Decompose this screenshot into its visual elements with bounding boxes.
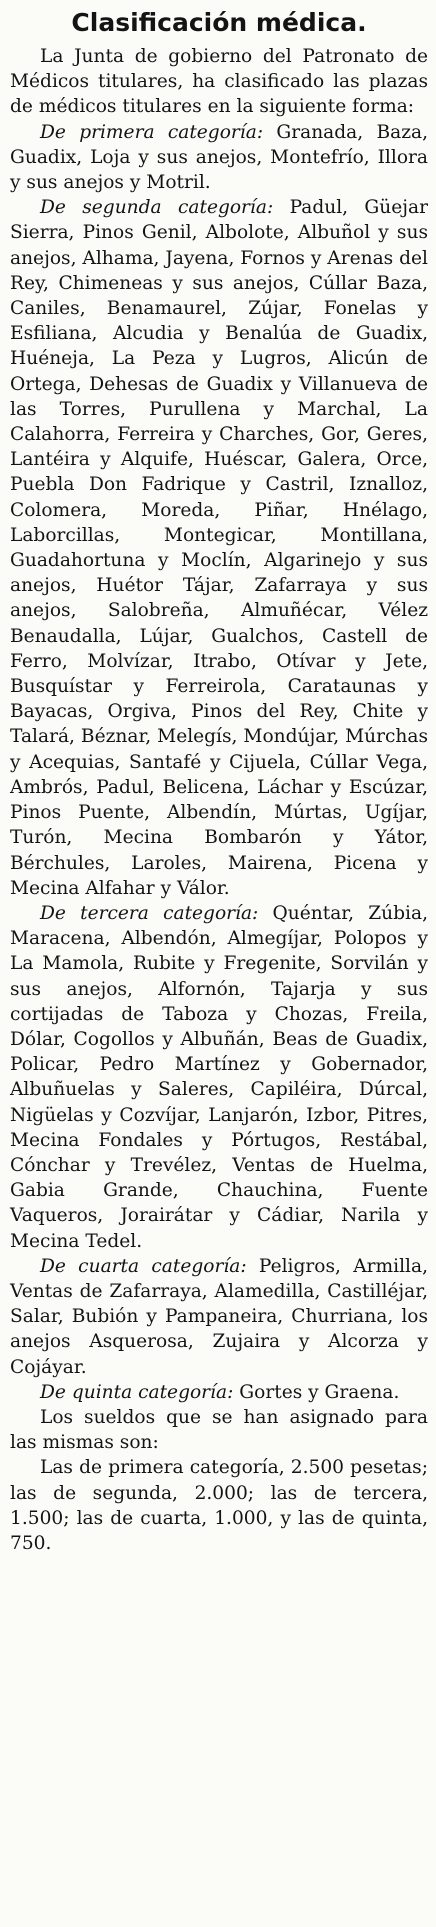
intro-paragraph: La Junta de gobierno del Patronato de Médicos titulares, ha clasificado las plazas de médicos titulares en la siguiente forma: [10, 46, 428, 118]
category-first [10, 120, 428, 196]
category-fifth-places: Gortes y Graena. [239, 1381, 400, 1403]
category-third [10, 901, 428, 1254]
category-third-label: De tercera categoría: [40, 902, 259, 924]
category-second-label: De segunda categoría: [40, 197, 274, 219]
article-title: Clasificación médica. [71, 8, 367, 37]
category-fourth-places: Peligros, Armilla, Ventas de Zafarraya, Alamedilla, Castilléjar, Salar, Bubión y Pampaneira, Churriana, los anejos Asquerosa, Zujaira y Alcorza y Cojáyar. [10, 1255, 428, 1378]
salaries-paragraph: Las de primera categoría, 2.500 pesetas; las de segunda, 2.000; las de tercera, 1.500; las de cuarta, 1.000, y las de quinta, 750. [10, 1457, 428, 1554]
category-first-label: De primera categoría: [40, 121, 264, 143]
category-fourth [10, 1254, 428, 1380]
salaries-intro: Los sueldos que se han asignado para las mismas son: [10, 1406, 428, 1454]
category-second-places: Padul, Güejar Sierra, Pinos Genil, Albolote, Albuñol y sus anejos, Alhama, Jayena, Fornos y Arenas del Rey, Chimeneas y sus anejos, Cúllar Baza, Caniles, Benamaurel, Zújar, Fonelas y Esfiliana, Alcudia y Benalúa de Guadix, Huéneja, La Peza y Lugros, Alicún de Ortega, Dehesas de Guadix y Villanueva de las Torres, Purullena y Marchal, La Calahorra, Ferreira y Charches, Gor, Geres, Lantéira y Alquife, Huéscar, Galera, Orce, Puebla Don Fadrique y Castril, Iznalloz, Colomera, Moreda, Piñar, Hnélago, Laborcillas, Montegicar, Montillana, Guadahortuna y Moclín, Algarinejo y sus anejos, Huétor Tájar, Zafarraya y sus anejos, Salobreña, Almuñécar, Vélez Benaudalla, Lújar, Gualchos, Castell de Ferro, Molvízar, Itrabo, Otívar y Jete, Busquístar y Ferreirola, Carataunas y Bayacas, Orgiva, Pinos del Rey, Chite y Talará, Béznar, Melegís, Mondújar, Múrchas y Acequias, Santafé y Cijuela, Cúllar Vega, Ambrós, Padul, Belicena, Láchar y Escúzar, Pinos Puente, Albendín, Múrtas, Ugíjar, Turón, Mecina Bombarón y Yátor, Bérchules, Laroles, Mairena, Picena y Mecina Alfahar y Válor. [10, 197, 428, 899]
category-first-places: Granada, Baza, Guadix, Loja y sus anejos, Montefrío, Illora y sus anejos y Motril. [10, 121, 428, 194]
article-body [10, 44, 428, 1556]
category-fifth-label: De quinta categoría: [40, 1381, 234, 1403]
category-fifth [10, 1380, 428, 1405]
category-second [10, 195, 428, 901]
category-third-places: Quéntar, Zúbia, Maracena, Albendón, Almegíjar, Polopos y La Mamola, Rubite y Fregenite, Sorvilán y sus anejos, Alfornón, Tajarja y sus cortijadas de Taboza y Chozas, Freila, Dólar, Cogollos y Albuñán, Beas de Guadix, Policar, Pedro Martínez y Gobernador, Albuñuelas y Saleres, Capiléira, Dúrcal, Nigüelas y Cozvíjar, Lanjarón, Izbor, Pitres, Mecina Fondales y Pórtugos, Restábal, Cónchar y Trevélez, Ventas de Huelma, Gabia Grande, Chauchina, Fuente Vaqueros, Jorairátar y Cádiar, Narila y Mecina Tedel. [10, 902, 428, 1252]
category-fourth-label: De cuarta categoría: [40, 1255, 247, 1277]
